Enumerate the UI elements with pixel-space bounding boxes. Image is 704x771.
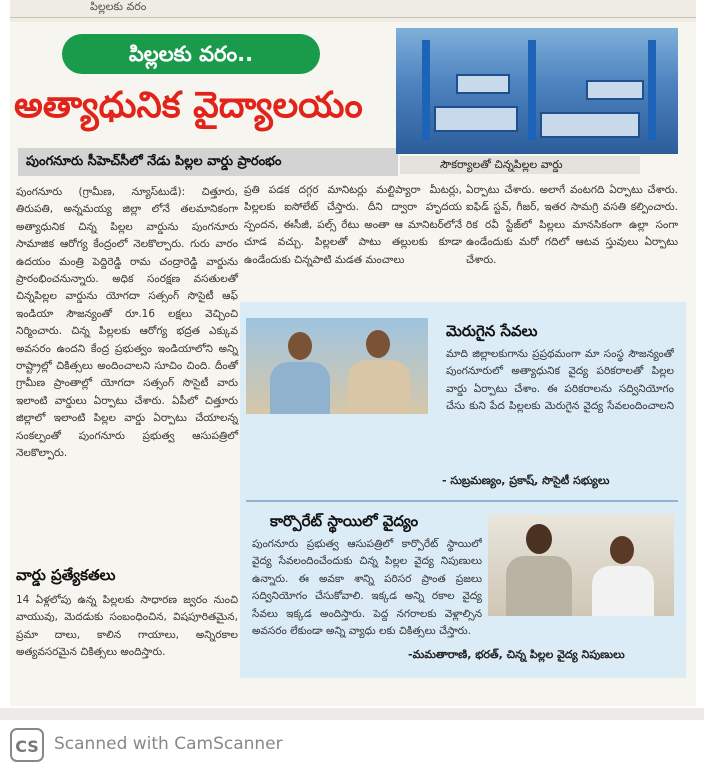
masthead-strip	[10, 0, 696, 22]
curtain	[528, 40, 536, 140]
signature-society: - సుబ్రమణ్యం, ప్రకాష్, సొసైటీ సభ్యులు	[442, 474, 610, 487]
box-divider	[246, 500, 678, 502]
person-torso	[592, 566, 654, 616]
hospital-bed	[540, 112, 640, 138]
hospital-bed	[456, 74, 510, 94]
section-title-better-services: మెరుగైన సేవలు	[446, 322, 538, 340]
article-column-1: పుంగనూరు (గ్రామీణ, న్యూస్‌టుడే): చిత్తూరు, తిరుపతి, అన్నమయ్య జిల్లా లోనే తలమానికంగా అత్యాధునిక చిన్న పిల్లల వార్డును పుంగనూరు సామాజిక ఆరోగ్య కేంద్రంలో నెలకొల్పారు. గురు వారం ఉదయం మంత్రి పెద్దిరెడ్డి రామ చంద్రారెడ్డి వార్డును ప్రారంభించనున్నారు. అధిక సంరక్షణ వసతులతో చిన్నపిల్లల వార్డును యోగదా సత్సంగ్ సొసైటీ ఆఫ్ ఇండియా సౌజన్యంతో రూ.16 లక్షలు వెచ్చించి నిర్మించారు. చిన్న పిల్లలకు ఆరోగ్య భద్రత ఎక్కువ అవసరం ఉందని కేంద్ర ప్రభుత్వం ఇండియాలోని అన్ని రాష్ట్రాల్లో చికిత్సలు అందించాలని సూచిం చింది. దీంతో గ్రామీణ ప్రాంతాల్లో యోగదా సత్సంగ్ సొసైటీ వారు ఇలాంటి వార్డులు ఏర్పాటు చేశారు. ఏపీలో చిత్తూరు జిల్లాలో ఇలాంటి పిల్లల వార్డు ఏర్పాటు చేయాలన్న సంకల్పంతో పుంగనూరు ప్రభుత్వ ఆసుపత్రిలో నెలకొల్పారు.	[16, 186, 238, 460]
curtain	[422, 40, 430, 140]
footer-strip	[0, 708, 704, 720]
person-head	[366, 330, 390, 358]
section-title-ward-features: వార్డు ప్రత్యేకతలు	[16, 566, 116, 584]
person-head	[610, 536, 634, 564]
person-head	[526, 524, 552, 554]
section-title-corporate-care: కార్పొరేట్ స్థాయిలో వైద్యం	[270, 512, 419, 530]
society-members-photo	[246, 318, 428, 414]
photo-caption: సౌకర్యాలతో చిన్నపిల్లల వార్డు	[400, 156, 640, 174]
person-torso	[506, 556, 572, 616]
signature-doctors: -మమతారాణి, భరత్, చిన్న పిల్లల వైద్య నిపుణులు	[408, 648, 625, 661]
curtain	[648, 40, 656, 140]
hospital-bed	[586, 80, 644, 100]
ward-photo	[396, 28, 678, 154]
person-torso	[270, 362, 330, 414]
ward-features-text: 14 ఏళ్లలోపు ఉన్న పిల్లలకు సాధారణ జ్వరం నుంచి వాయువు, మెదడుకు సంబంధించిన, విషపూరితమైన, ప్రమా దాలు, కాలిన గాయాలు, అన్నిరకాల అత్యవసరమైన చికిత్సలు అందిస్తారు.	[16, 594, 238, 659]
doctors-photo	[488, 514, 674, 616]
hospital-bed	[434, 106, 518, 132]
corporate-care-text: పుంగనూరు ప్రభుత్వ ఆసుపత్రిలో కార్పొరేట్ స్థాయిలో వైద్య సేవలందించేందుకు చిన్న పిల్లల వైద్య నిపుణులు ఉన్నారు. ఈ అవకా శాన్ని పరిసర ప్రాంత ప్రజలు సద్వినియోగం చేసుకోవాలి. ఇక్కడ అన్ని రకాల వైద్య సేవలు ఇక్కడ అందిస్తారు. పెద్ద నగరాలకు వెళ్లాల్సిన అవసరం లేకుండా అన్ని వ్యాధు లకు చికిత్సలు చేస్తారు.	[252, 538, 482, 638]
kicker-pill: పిల్లలకు వరం..	[62, 34, 320, 74]
camscanner-watermark: Scanned with CamScanner	[54, 734, 283, 754]
person-head	[288, 332, 312, 360]
masthead-text: పిల్లలకు వరం	[90, 0, 147, 13]
masthead-rule	[10, 17, 696, 18]
article-column-2: ప్రతి పడక దగ్గర మానిటర్లు మల్టిప్యారా మీటర్లు, పిల్లలకు ఐసోలేట్ చేస్తారు. దీని ద్వారా హృదయ స్పందన, ఈసీజీ, పల్స్ రేటు అంతా ఆ మానిటర్‌లోనే చూడ వచ్చు. పిల్లలతో పాటు తల్లులకు కూడా ఉండేందుకు చిన్నపాటి మడత మంచాలు	[244, 184, 462, 266]
subheadline-bar: పుంగనూరు సీహెచ్‌సీలో నేడు పిల్లల వార్డు ప్రారంభం	[18, 148, 398, 176]
headline: అత్యాధునిక వైద్యాలయం	[14, 85, 363, 126]
person-torso	[348, 360, 410, 414]
article-column-3: ఏర్పాటు చేశారు. అలాగే వంటగది ఏర్పాటు చేశారు. ఐఫిడ్ స్టవ్, గీజర్, ఇతర సామగ్రి వసతి కల్పించారు. రిక రవీ స్టేజ్‌లో పిల్లలు మానసికంగా ఉల్లా సంగా ఉండేందుకు మరో గదిలో ఆటవ స్తువులు ఏర్పాటు చేశారు.	[466, 184, 678, 266]
camscanner-logo: CS	[10, 728, 44, 762]
better-services-intro: మాది జిల్లాలకుగాను ప్రప్రథమంగా మా సంస్థ సౌజన్యంతో పుంగనూరులో అత్యాధునిక వైద్య పరికరాలతో పిల్లల వార్డు ఏర్పాటు చేశాం. ఈ పరికరాలను సద్వినియోగం చేసు కుని పేద పిల్లలకు మెరుగైన వైద్య సేవలందించాలని	[446, 348, 674, 413]
